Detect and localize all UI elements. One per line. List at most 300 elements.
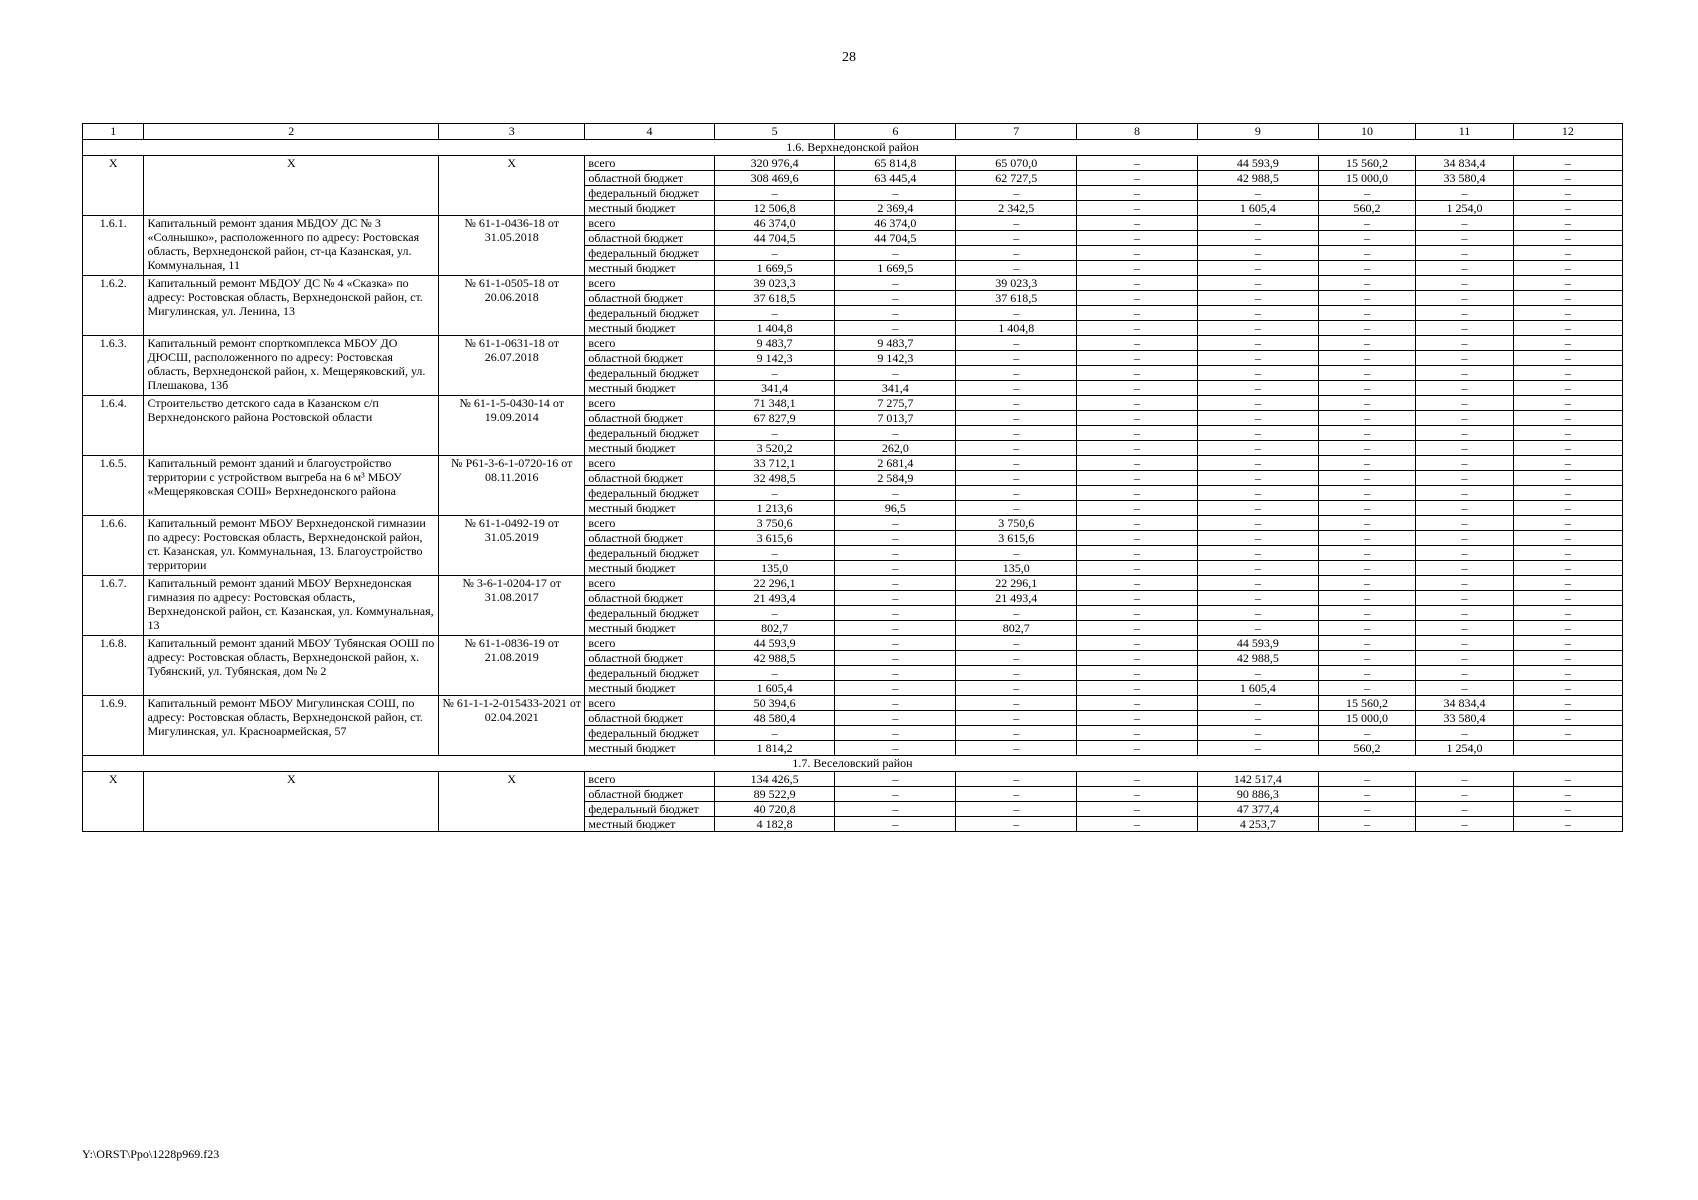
- table-row: [83, 336, 1623, 351]
- item-name: Капитальный ремонт спорткомплекса МБОУ ДО ДЮСШ, расположенного по адресу: Ростовская область, Верхнедонской район, х. Мещеряковский, ул. Плешакова, 13б: [144, 336, 439, 396]
- amount-cell: –: [1318, 636, 1416, 651]
- amount-cell: –: [1318, 621, 1416, 636]
- funding-source: местный бюджет: [585, 261, 714, 276]
- column-number: 7: [956, 124, 1077, 140]
- amount-cell: –: [956, 486, 1077, 501]
- amount-cell: –: [1197, 591, 1318, 606]
- funding-source: областной бюджет: [585, 591, 714, 606]
- amount-cell: –: [1077, 802, 1198, 817]
- amount-cell: –: [835, 486, 956, 501]
- amount-cell: –: [956, 246, 1077, 261]
- amount-cell: 1 404,8: [714, 321, 835, 336]
- column-number: 1: [83, 124, 144, 140]
- amount-cell: –: [714, 246, 835, 261]
- amount-cell: –: [1513, 426, 1622, 441]
- amount-cell: –: [1077, 681, 1198, 696]
- funding-source: федеральный бюджет: [585, 606, 714, 621]
- item-document: № Р61-3-6-1-0720-16 от 08.11.2016: [439, 456, 585, 516]
- amount-cell: –: [1197, 576, 1318, 591]
- amount-cell: –: [1318, 441, 1416, 456]
- amount-cell: –: [1416, 772, 1514, 787]
- amount-cell: –: [1416, 787, 1514, 802]
- item-name: Строительство детского сада в Казанском с/п Верхнедонского района Ростовской области: [144, 396, 439, 456]
- amount-cell: –: [956, 772, 1077, 787]
- amount-cell: –: [1077, 546, 1198, 561]
- amount-cell: 46 374,0: [835, 216, 956, 231]
- amount-cell: –: [956, 636, 1077, 651]
- section-title: 1.6. Верхнедонской район: [83, 140, 1623, 156]
- amount-cell: –: [1513, 802, 1622, 817]
- item-name: Капитальный ремонт МБДОУ ДС № 4 «Сказка» по адресу: Ростовская область, Верхнедонской район, ст. Мигулинская, ул. Ленина, 13: [144, 276, 439, 336]
- amount-cell: –: [956, 336, 1077, 351]
- amount-cell: 47 377,4: [1197, 802, 1318, 817]
- amount-cell: –: [1318, 291, 1416, 306]
- amount-cell: –: [835, 651, 956, 666]
- funding-source: федеральный бюджет: [585, 246, 714, 261]
- funding-source: всего: [585, 456, 714, 471]
- funding-source: областной бюджет: [585, 787, 714, 802]
- funding-source: областной бюджет: [585, 471, 714, 486]
- amount-cell: 33 712,1: [714, 456, 835, 471]
- amount-cell: –: [1513, 651, 1622, 666]
- item-name: Капитальный ремонт зданий МБОУ Верхнедонская гимназия по адресу: Ростовская область, Верхнедонской район, ст. Казанская, ул. Коммунальная, 13: [144, 576, 439, 636]
- amount-cell: –: [1416, 321, 1514, 336]
- amount-cell: –: [1513, 216, 1622, 231]
- budget-table: [82, 123, 1623, 832]
- amount-cell: –: [1197, 426, 1318, 441]
- amount-cell: –: [1197, 486, 1318, 501]
- amount-cell: –: [835, 306, 956, 321]
- funding-source: местный бюджет: [585, 817, 714, 832]
- amount-cell: 1 213,6: [714, 501, 835, 516]
- amount-cell: –: [1513, 696, 1622, 711]
- amount-cell: –: [1077, 561, 1198, 576]
- amount-cell: –: [956, 817, 1077, 832]
- amount-cell: 37 618,5: [956, 291, 1077, 306]
- funding-source: местный бюджет: [585, 621, 714, 636]
- funding-source: местный бюджет: [585, 561, 714, 576]
- amount-cell: –: [835, 621, 956, 636]
- column-number: 3: [439, 124, 585, 140]
- amount-cell: –: [1416, 666, 1514, 681]
- amount-cell: –: [1416, 471, 1514, 486]
- amount-cell: –: [1416, 681, 1514, 696]
- amount-cell: –: [1513, 516, 1622, 531]
- section-header-row: [83, 140, 1623, 156]
- amount-cell: –: [1416, 546, 1514, 561]
- amount-cell: –: [1197, 501, 1318, 516]
- item-code: 1.6.9.: [83, 696, 144, 756]
- amount-cell: –: [1197, 696, 1318, 711]
- amount-cell: 3 750,6: [714, 516, 835, 531]
- amount-cell: –: [1513, 456, 1622, 471]
- amount-cell: –: [1513, 261, 1622, 276]
- funding-source: местный бюджет: [585, 321, 714, 336]
- funding-source: областной бюджет: [585, 711, 714, 726]
- amount-cell: –: [956, 651, 1077, 666]
- amount-cell: –: [1513, 486, 1622, 501]
- amount-cell: –: [835, 516, 956, 531]
- amount-cell: –: [1077, 261, 1198, 276]
- amount-cell: –: [1513, 621, 1622, 636]
- item-name: Капитальный ремонт зданий и благоустройство территории с устройством выгреба на 6 м³ МБОУ «Мещеряковская СОШ» Верхнедонского района: [144, 456, 439, 516]
- amount-cell: –: [956, 711, 1077, 726]
- amount-cell: –: [956, 426, 1077, 441]
- amount-cell: –: [714, 486, 835, 501]
- amount-cell: –: [1318, 366, 1416, 381]
- amount-cell: –: [1416, 411, 1514, 426]
- amount-cell: –: [835, 711, 956, 726]
- funding-source: областной бюджет: [585, 531, 714, 546]
- amount-cell: –: [1513, 681, 1622, 696]
- column-number: 11: [1416, 124, 1514, 140]
- amount-cell: 34 834,4: [1416, 696, 1514, 711]
- amount-cell: –: [835, 366, 956, 381]
- funding-source: местный бюджет: [585, 441, 714, 456]
- funding-source: областной бюджет: [585, 231, 714, 246]
- column-number: 8: [1077, 124, 1198, 140]
- table-row: [83, 216, 1623, 231]
- amount-cell: 42 988,5: [714, 651, 835, 666]
- amount-cell: –: [1416, 621, 1514, 636]
- amount-cell: –: [835, 606, 956, 621]
- amount-cell: 1 605,4: [1197, 201, 1318, 216]
- amount-cell: –: [1513, 186, 1622, 201]
- amount-cell: –: [835, 696, 956, 711]
- amount-cell: –: [835, 186, 956, 201]
- amount-cell: –: [714, 426, 835, 441]
- amount-cell: –: [835, 741, 956, 756]
- amount-cell: 560,2: [1318, 201, 1416, 216]
- amount-cell: –: [1513, 561, 1622, 576]
- amount-cell: 67 827,9: [714, 411, 835, 426]
- amount-cell: –: [1197, 216, 1318, 231]
- amount-cell: –: [1513, 351, 1622, 366]
- column-number: 12: [1513, 124, 1622, 140]
- amount-cell: –: [956, 216, 1077, 231]
- amount-cell: 1 254,0: [1416, 741, 1514, 756]
- amount-cell: 42 988,5: [1197, 651, 1318, 666]
- amount-cell: –: [1318, 576, 1416, 591]
- amount-cell: –: [1077, 186, 1198, 201]
- amount-cell: 22 296,1: [956, 576, 1077, 591]
- column-number: 2: [144, 124, 439, 140]
- amount-cell: –: [835, 426, 956, 441]
- amount-cell: –: [1318, 411, 1416, 426]
- funding-source: всего: [585, 156, 714, 171]
- amount-cell: –: [1077, 741, 1198, 756]
- item-name: Х: [144, 772, 439, 832]
- footer-file-path: Y:\ORST\Ppo\1228p969.f23: [82, 1147, 220, 1161]
- amount-cell: –: [1077, 621, 1198, 636]
- amount-cell: 65 814,8: [835, 156, 956, 171]
- amount-cell: –: [1416, 817, 1514, 832]
- amount-cell: 3 750,6: [956, 516, 1077, 531]
- amount-cell: –: [1077, 501, 1198, 516]
- amount-cell: 9 483,7: [835, 336, 956, 351]
- amount-cell: –: [1513, 291, 1622, 306]
- amount-cell: –: [1416, 186, 1514, 201]
- amount-cell: –: [1197, 276, 1318, 291]
- amount-cell: –: [1513, 321, 1622, 336]
- amount-cell: –: [1513, 787, 1622, 802]
- amount-cell: 33 580,4: [1416, 171, 1514, 186]
- amount-cell: 308 469,6: [714, 171, 835, 186]
- amount-cell: –: [1077, 651, 1198, 666]
- item-code: 1.6.8.: [83, 636, 144, 696]
- amount-cell: –: [1077, 321, 1198, 336]
- amount-cell: –: [1197, 306, 1318, 321]
- amount-cell: –: [956, 231, 1077, 246]
- amount-cell: –: [1416, 291, 1514, 306]
- amount-cell: 9 142,3: [835, 351, 956, 366]
- amount-cell: 142 517,4: [1197, 772, 1318, 787]
- amount-cell: –: [1197, 441, 1318, 456]
- amount-cell: –: [1318, 336, 1416, 351]
- amount-cell: –: [1077, 726, 1198, 741]
- amount-cell: 9 483,7: [714, 336, 835, 351]
- item-document: № 3-6-1-0204-17 от 31.08.2017: [439, 576, 585, 636]
- amount-cell: –: [1513, 306, 1622, 321]
- item-document: Х: [439, 772, 585, 832]
- item-code: Х: [83, 156, 144, 216]
- amount-cell: –: [1318, 261, 1416, 276]
- funding-source: федеральный бюджет: [585, 186, 714, 201]
- funding-source: всего: [585, 396, 714, 411]
- item-code: Х: [83, 772, 144, 832]
- amount-cell: –: [1197, 336, 1318, 351]
- amount-cell: 44 593,9: [714, 636, 835, 651]
- amount-cell: –: [1077, 351, 1198, 366]
- amount-cell: –: [1513, 276, 1622, 291]
- amount-cell: –: [956, 696, 1077, 711]
- amount-cell: –: [835, 817, 956, 832]
- amount-cell: –: [1077, 201, 1198, 216]
- amount-cell: –: [714, 546, 835, 561]
- amount-cell: –: [835, 802, 956, 817]
- amount-cell: 21 493,4: [956, 591, 1077, 606]
- column-number: 10: [1318, 124, 1416, 140]
- amount-cell: –: [1513, 636, 1622, 651]
- amount-cell: –: [1416, 486, 1514, 501]
- item-code: 1.6.7.: [83, 576, 144, 636]
- table-row: [83, 456, 1623, 471]
- amount-cell: 262,0: [835, 441, 956, 456]
- amount-cell: 22 296,1: [714, 576, 835, 591]
- amount-cell: –: [1416, 531, 1514, 546]
- table-body: [83, 124, 1623, 832]
- amount-cell: 40 720,8: [714, 802, 835, 817]
- amount-cell: –: [1513, 711, 1622, 726]
- amount-cell: –: [835, 276, 956, 291]
- amount-cell: 3 615,6: [714, 531, 835, 546]
- amount-cell: –: [1318, 306, 1416, 321]
- amount-cell: –: [956, 741, 1077, 756]
- amount-cell: –: [1077, 381, 1198, 396]
- amount-cell: –: [1513, 156, 1622, 171]
- amount-cell: –: [1513, 546, 1622, 561]
- column-number: 4: [585, 124, 714, 140]
- amount-cell: –: [956, 546, 1077, 561]
- amount-cell: 1 605,4: [1197, 681, 1318, 696]
- item-code: 1.6.6.: [83, 516, 144, 576]
- amount-cell: –: [835, 546, 956, 561]
- amount-cell: –: [956, 666, 1077, 681]
- funding-source: областной бюджет: [585, 411, 714, 426]
- amount-cell: –: [1416, 561, 1514, 576]
- amount-cell: 21 493,4: [714, 591, 835, 606]
- amount-cell: –: [1318, 726, 1416, 741]
- funding-source: федеральный бюджет: [585, 666, 714, 681]
- amount-cell: –: [1513, 726, 1622, 741]
- amount-cell: –: [835, 591, 956, 606]
- amount-cell: –: [956, 802, 1077, 817]
- amount-cell: –: [1197, 261, 1318, 276]
- amount-cell: –: [1318, 381, 1416, 396]
- funding-source: всего: [585, 696, 714, 711]
- funding-source: областной бюджет: [585, 351, 714, 366]
- amount-cell: –: [1416, 306, 1514, 321]
- amount-cell: –: [1416, 426, 1514, 441]
- amount-cell: –: [1513, 441, 1622, 456]
- column-number: 9: [1197, 124, 1318, 140]
- amount-cell: –: [956, 681, 1077, 696]
- amount-cell: –: [1197, 516, 1318, 531]
- amount-cell: –: [1197, 606, 1318, 621]
- amount-cell: 2 369,4: [835, 201, 956, 216]
- amount-cell: 42 988,5: [1197, 171, 1318, 186]
- table-row: [83, 696, 1623, 711]
- amount-cell: 802,7: [714, 621, 835, 636]
- amount-cell: –: [1318, 561, 1416, 576]
- amount-cell: 135,0: [714, 561, 835, 576]
- amount-cell: –: [1416, 591, 1514, 606]
- item-code: 1.6.2.: [83, 276, 144, 336]
- amount-cell: –: [1416, 441, 1514, 456]
- funding-source: федеральный бюджет: [585, 306, 714, 321]
- amount-cell: –: [956, 366, 1077, 381]
- item-document: № 61-1-0505-18 от 20.06.2018: [439, 276, 585, 336]
- amount-cell: 63 445,4: [835, 171, 956, 186]
- amount-cell: –: [1197, 726, 1318, 741]
- amount-cell: –: [1416, 261, 1514, 276]
- amount-cell: –: [1077, 516, 1198, 531]
- table-row: [83, 396, 1623, 411]
- amount-cell: 65 070,0: [956, 156, 1077, 171]
- amount-cell: –: [1077, 531, 1198, 546]
- amount-cell: –: [1416, 396, 1514, 411]
- amount-cell: –: [1197, 321, 1318, 336]
- funding-source: всего: [585, 336, 714, 351]
- item-document: № 61-1-0836-19 от 21.08.2019: [439, 636, 585, 696]
- amount-cell: –: [1513, 336, 1622, 351]
- amount-cell: –: [1416, 636, 1514, 651]
- amount-cell: 341,4: [835, 381, 956, 396]
- amount-cell: –: [1077, 471, 1198, 486]
- amount-cell: –: [1513, 531, 1622, 546]
- funding-source: всего: [585, 576, 714, 591]
- amount-cell: 2 681,4: [835, 456, 956, 471]
- amount-cell: 341,4: [714, 381, 835, 396]
- amount-cell: 46 374,0: [714, 216, 835, 231]
- item-document: № 61-1-1-2-015433-2021 от 02.04.2021: [439, 696, 585, 756]
- amount-cell: 33 580,4: [1416, 711, 1514, 726]
- amount-cell: –: [1077, 291, 1198, 306]
- amount-cell: –: [1197, 381, 1318, 396]
- amount-cell: –: [835, 666, 956, 681]
- amount-cell: –: [1416, 606, 1514, 621]
- amount-cell: –: [1318, 787, 1416, 802]
- amount-cell: –: [956, 787, 1077, 802]
- amount-cell: –: [1513, 171, 1622, 186]
- amount-cell: –: [956, 501, 1077, 516]
- amount-cell: –: [1077, 156, 1198, 171]
- amount-cell: –: [1416, 726, 1514, 741]
- amount-cell: –: [1318, 531, 1416, 546]
- amount-cell: –: [1197, 291, 1318, 306]
- page-number: 28: [842, 50, 856, 65]
- amount-cell: 50 394,6: [714, 696, 835, 711]
- funding-source: местный бюджет: [585, 201, 714, 216]
- amount-cell: –: [714, 666, 835, 681]
- amount-cell: –: [1077, 396, 1198, 411]
- amount-cell: –: [1513, 501, 1622, 516]
- amount-cell: 3 520,2: [714, 441, 835, 456]
- section-title: 1.7. Веселовский район: [83, 756, 1623, 772]
- amount-cell: 48 580,4: [714, 711, 835, 726]
- amount-cell: –: [956, 396, 1077, 411]
- funding-source: федеральный бюджет: [585, 546, 714, 561]
- amount-cell: 560,2: [1318, 741, 1416, 756]
- amount-cell: –: [956, 306, 1077, 321]
- amount-cell: 34 834,4: [1416, 156, 1514, 171]
- amount-cell: 802,7: [956, 621, 1077, 636]
- column-number-row: [83, 124, 1623, 140]
- amount-cell: 89 522,9: [714, 787, 835, 802]
- amount-cell: 90 886,3: [1197, 787, 1318, 802]
- funding-source: всего: [585, 516, 714, 531]
- amount-cell: –: [1318, 591, 1416, 606]
- amount-cell: –: [1077, 216, 1198, 231]
- amount-cell: –: [1197, 621, 1318, 636]
- funding-source: федеральный бюджет: [585, 426, 714, 441]
- amount-cell: –: [835, 772, 956, 787]
- amount-cell: –: [1077, 441, 1198, 456]
- item-document: № 61-1-0631-18 от 26.07.2018: [439, 336, 585, 396]
- amount-cell: –: [1318, 501, 1416, 516]
- amount-cell: –: [1318, 651, 1416, 666]
- amount-cell: –: [1318, 681, 1416, 696]
- amount-cell: –: [1416, 501, 1514, 516]
- amount-cell: –: [714, 186, 835, 201]
- amount-cell: –: [1077, 426, 1198, 441]
- funding-source: местный бюджет: [585, 681, 714, 696]
- amount-cell: –: [1197, 456, 1318, 471]
- amount-cell: –: [1197, 186, 1318, 201]
- amount-cell: –: [835, 246, 956, 261]
- item-name: Х: [144, 156, 439, 216]
- amount-cell: 1 404,8: [956, 321, 1077, 336]
- amount-cell: –: [1513, 772, 1622, 787]
- amount-cell: –: [1513, 471, 1622, 486]
- amount-cell: –: [1197, 231, 1318, 246]
- amount-cell: 3 615,6: [956, 531, 1077, 546]
- amount-cell: –: [1077, 636, 1198, 651]
- table-row: [83, 516, 1623, 531]
- funding-source: местный бюджет: [585, 381, 714, 396]
- amount-cell: 44 593,9: [1197, 636, 1318, 651]
- section-header-row: [83, 756, 1623, 772]
